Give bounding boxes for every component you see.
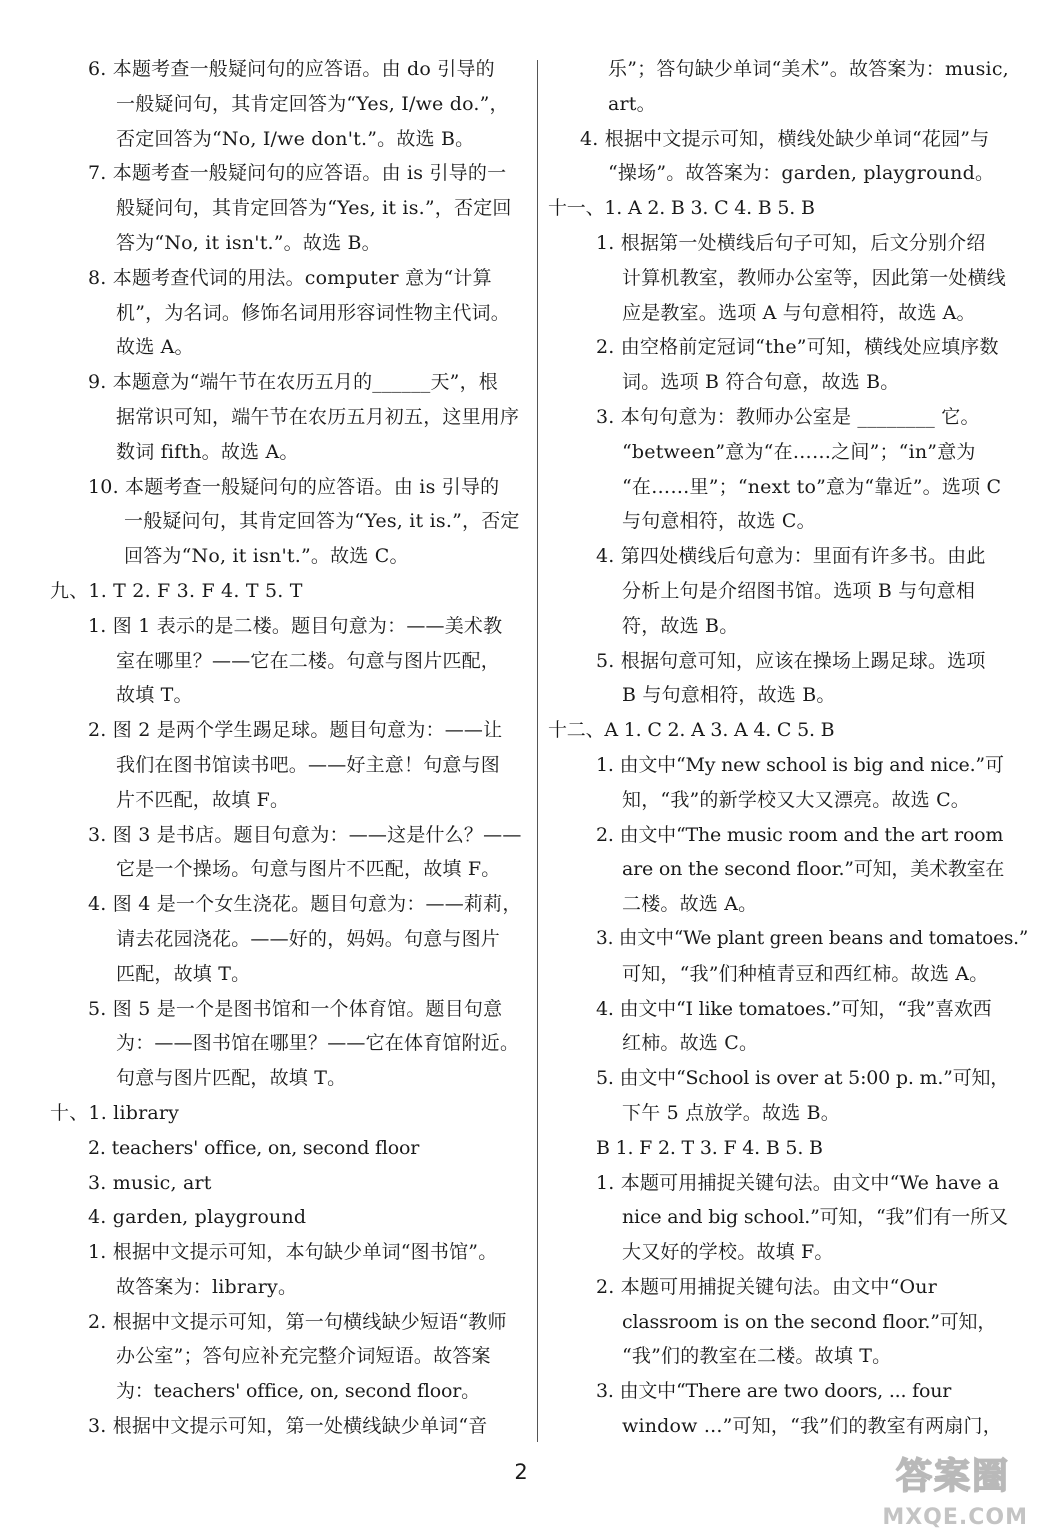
- text-line: 故答案为：library。: [116, 1275, 298, 1298]
- text-line: B 1. F 2. T 3. F 4. B 5. B: [596, 1136, 823, 1159]
- watermark-bottom-text: MXQE.COM: [882, 1505, 1028, 1530]
- text-line: 5. 图 5 是一个是图书馆和一个体育馆。题目句意: [88, 997, 503, 1020]
- text-line: 匹配，故填 T。: [116, 962, 251, 985]
- text-line: 4. garden, playground: [88, 1206, 307, 1229]
- text-line: 故填 T。: [116, 684, 193, 707]
- text-line: 6. 本题考查一般疑问句的应答语。由 do 引导的: [88, 58, 495, 80]
- text-line: 3. music, art: [88, 1171, 212, 1194]
- text-line: 7. 本题考查一般疑问句的应答语。由 is 引导的一: [88, 162, 507, 185]
- watermark-top-text: 答案圈: [895, 1456, 1010, 1497]
- text-line: 下午 5 点放学。故选 B。: [622, 1101, 840, 1124]
- text-line: 2. 由空格前定冠词“the”可知，横线处应填序数: [596, 336, 999, 359]
- watermark-logo: [852, 1448, 1028, 1530]
- text-line: 1. 根据第一处横线后句子可知，后文分别介绍: [596, 231, 986, 254]
- text-line: 请去花园浇花。——好的，妈妈。句意与图片: [116, 927, 501, 950]
- text-line: 一般疑问句，其肯定回答为“Yes, I/we do.”，: [116, 92, 509, 115]
- text-line: 3. 由文中“There are two doors, ... four: [596, 1380, 952, 1403]
- text-line: 2. 根据中文提示可知，第一句横线缺少短语“教师: [88, 1310, 507, 1333]
- text-line: 为：——图书馆在哪里？——它在体育馆附近。: [116, 1032, 520, 1055]
- text-line: 分析上句是介绍图书馆。选项 B 与句意相: [622, 579, 976, 602]
- text-line: 十一、1. A 2. B 3. C 4. B 5. B: [548, 197, 815, 220]
- text-line: nice and big school.”可知，“我”们有一所又: [622, 1206, 1008, 1229]
- text-line: 室在哪里？——它在二楼。句意与图片匹配，: [116, 649, 501, 672]
- text-line: 九、1. T 2. F 3. F 4. T 5. T: [50, 579, 303, 602]
- text-line: 5. 由文中“School is over at 5:00 p. m.”可知，: [596, 1067, 1010, 1090]
- text-line: 5. 根据句意可知，应该在操场上踢足球。选项: [596, 649, 986, 672]
- text-line: 数词 fifth。故选 A。: [116, 440, 299, 463]
- text-line: 可知，“我”们种植青豆和西红柿。故选 A。: [622, 962, 989, 985]
- text-line: window ...”可知，“我”们的教室有两扇门，: [622, 1415, 1002, 1438]
- text-line: 8. 本题考查代词的用法。computer 意为“计算: [88, 266, 492, 289]
- text-line: 符，故选 B。: [622, 614, 739, 637]
- text-line: 2. teachers' office, on, second floor: [88, 1136, 420, 1159]
- text-line: 4. 图 4 是一个女生浇花。题目句意为：——莉莉，: [88, 893, 522, 916]
- text-line: 知，“我”的新学校又大又漂亮。故选 C。: [622, 788, 971, 811]
- text-line: 计算机教室，教师办公室等，因此第一处横线: [622, 266, 1007, 289]
- text-line: are on the second floor.”可知，美术教室在: [622, 858, 1005, 881]
- text-line: 大又好的学校。故填 F。: [622, 1241, 834, 1264]
- text-line: classroom is on the second floor.”可知，: [622, 1310, 997, 1333]
- text-line: 十二、A 1. C 2. A 3. A 4. C 5. B: [548, 719, 835, 742]
- text-line: 乐”；答句缺少单词“美术”。故答案为：music,: [608, 58, 1009, 80]
- text-line: 办公室”；答句应补充完整介词短语。故答案: [116, 1345, 491, 1368]
- text-line: 一般疑问句，其肯定回答为“Yes, it is.”，否定: [124, 510, 520, 533]
- text-line: 1. 根据中文提示可知，本句缺少单词“图书馆”。: [88, 1241, 498, 1264]
- text-line: 般疑问句，其肯定回答为“Yes, it is.”，否定回: [116, 197, 512, 220]
- text-line: 4. 第四处横线后句意为：里面有许多书。由此: [596, 545, 986, 568]
- text-line: 故选 A。: [116, 336, 194, 359]
- text-line: 十、1. library: [50, 1101, 180, 1124]
- text-line: 3. 本句句意为：教师办公室是 ________ 它。: [596, 405, 980, 428]
- text-line: 1. 由文中“My new school is big and nice.”可: [596, 753, 1004, 776]
- text-line: 1. 图 1 表示的是二楼。题目句意为：——美术教: [88, 614, 503, 637]
- text-line: 否定回答为“No, I/we don't.”。故选 B。: [116, 127, 475, 150]
- text-line: 与句意相符，故选 C。: [622, 510, 816, 533]
- text-line: 2. 图 2 是两个学生踢足球。题目句意为：——让: [88, 719, 503, 742]
- text-line: 1. 本题可用捕捉关键句法。由文中“We have a: [596, 1171, 1000, 1194]
- column-divider: [537, 60, 538, 1442]
- text-line: 据常识可知，端午节在农历五月初五，这里用序: [116, 405, 520, 428]
- text-line: 词。选项 B 符合句意，故选 B。: [622, 371, 900, 394]
- text-line: 3. 由文中“We plant green beans and tomatoes.”: [596, 927, 1029, 949]
- text-line: 句意与图片匹配，故填 T。: [116, 1067, 347, 1090]
- text-line: 3. 根据中文提示可知，第一处横线缺少单词“音: [88, 1415, 488, 1438]
- left-column: [50, 52, 528, 1444]
- text-line: 4. 根据中文提示可知，横线处缺少单词“花园”与: [580, 127, 990, 150]
- text-line: B 与句意相符，故选 B。: [622, 684, 836, 707]
- text-line: 2. 本题可用捕捉关键句法。由文中“Our: [596, 1275, 937, 1298]
- text-line: 4. 由文中“I like tomatoes.”可知，“我”喜欢西: [596, 997, 992, 1020]
- text-line: 回答为“No, it isn't.”。故选 C。: [124, 545, 409, 568]
- text-line: “我”们的教室在二楼。故填 T。: [622, 1345, 892, 1368]
- text-line: “在……里”；“next to”意为“靠近”。选项 C: [622, 475, 1002, 498]
- text-line: 红柿。故选 C。: [622, 1032, 759, 1055]
- text-line: “between”意为“在……之间”；“in”意为: [622, 440, 976, 463]
- text-line: 9. 本题意为“端午节在农历五月的______天”，根: [88, 371, 498, 394]
- text-line: 机”，为名词。修饰名词用形容词性物主代词。: [116, 301, 510, 324]
- text-line: 10. 本题考查一般疑问句的应答语。由 is 引导的: [88, 475, 500, 498]
- text-line: 3. 图 3 是书店。题目句意为：——这是什么？——: [88, 823, 522, 846]
- text-line: 应是教室。选项 A 与句意相符，故选 A。: [622, 301, 976, 324]
- text-line: “操场”。故答案为：garden, playground。: [608, 162, 995, 185]
- text-line: 它是一个操场。句意与图片不匹配，故填 F。: [116, 858, 501, 881]
- text-line: 片不匹配，故填 F。: [116, 788, 290, 811]
- page-number: 2: [514, 1460, 528, 1484]
- text-line: 答为“No, it isn't.”。故选 B。: [116, 231, 381, 254]
- text-line: 为：teachers' office, on, second floor。: [116, 1380, 480, 1403]
- right-column: [548, 52, 1028, 1444]
- text-line: 2. 由文中“The music room and the art room: [596, 823, 1004, 846]
- text-line: art。: [608, 92, 656, 115]
- text-line: 我们在图书馆读书吧。——好主意！句意与图: [116, 753, 501, 776]
- text-line: 二楼。故选 A。: [622, 893, 758, 916]
